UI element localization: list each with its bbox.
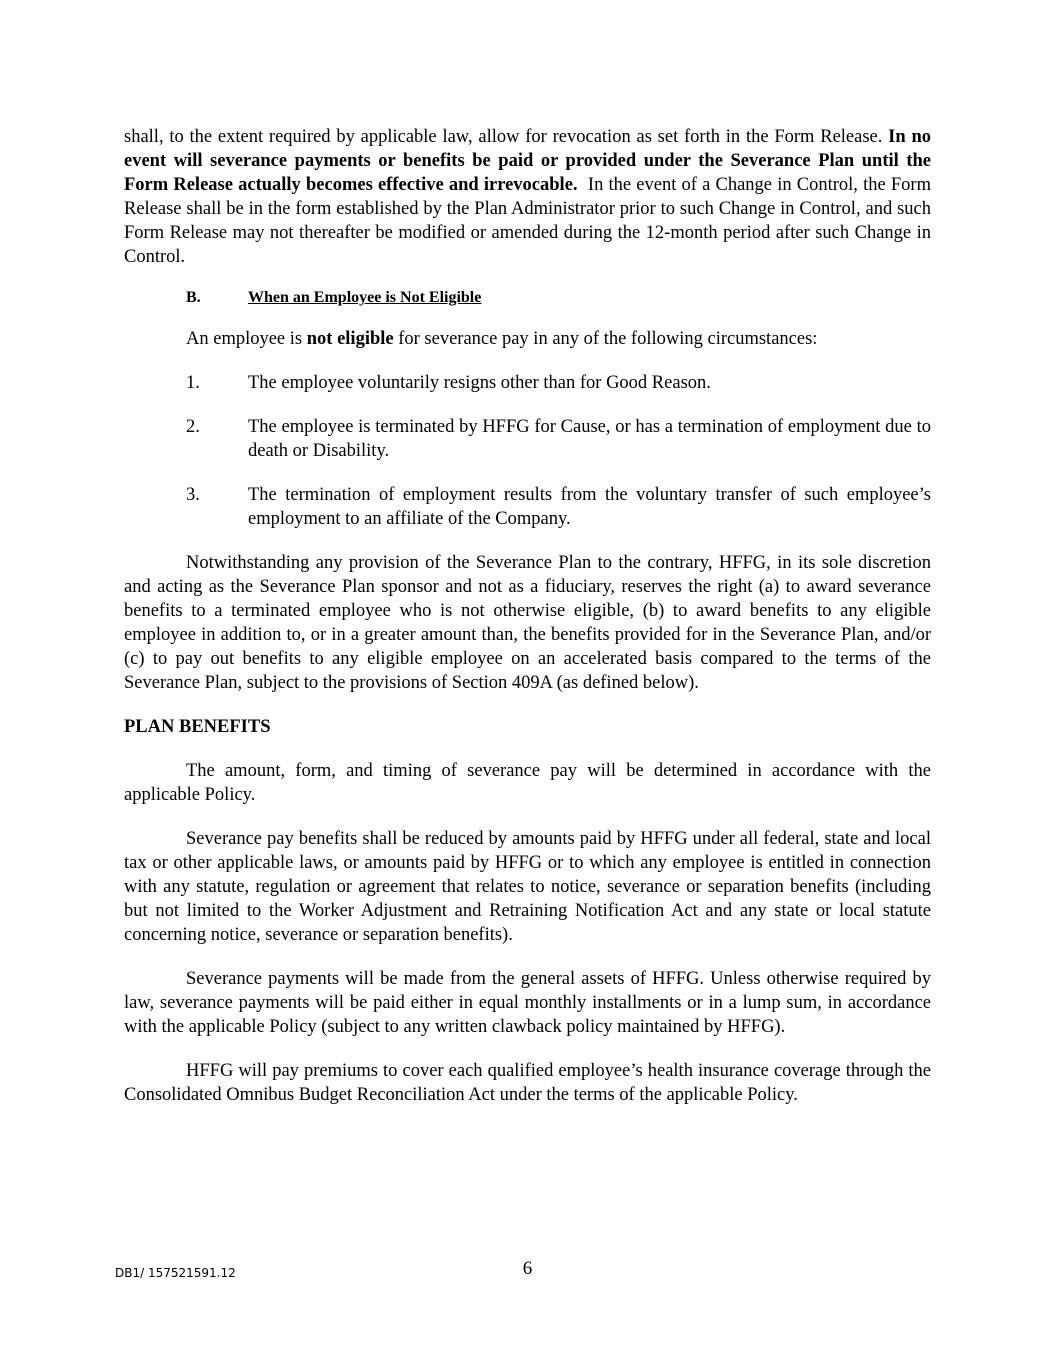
- circumstance-text: The employee voluntarily resigns other than for Good Reason.: [248, 373, 711, 393]
- subsection-b-heading: [124, 289, 931, 307]
- document-page: [124, 125, 931, 1107]
- circumstance-text: The termination of employment results from the voluntary transfer of such employee’s employment to an affiliate of the Company.: [248, 485, 931, 529]
- circumstance-item-3: [124, 483, 931, 531]
- plan-benefits-heading: PLAN BENEFITS: [124, 717, 271, 737]
- footer-document-id: DB1/ 157521591.12: [115, 1266, 236, 1280]
- not-eligible-intro: [124, 327, 931, 351]
- subsection-b-number: B.: [186, 289, 201, 306]
- plan-benefits-paragraph-2: Severance pay benefits shall be reduced by amounts paid by HFFG under all federal, state and local tax or other applicable laws, or amounts paid by HFFG or to which any employee is entitled in connection with any statute, regulation or agreement that relates to notice, severance or separation benefits (including but not limited to the Worker Adjustment and Retraining Notification Act and any state or local statute concerning notice, severance or separation benefits).: [124, 829, 931, 945]
- plan-benefits-paragraph-3: Severance payments will be made from the general assets of HFFG. Unless otherwise required by law, severance payments will be paid either in equal monthly installments or in a lump sum, in accordance with the applicable Policy (subject to any written clawback policy maintained by HFFG).: [124, 969, 931, 1037]
- notwithstanding-paragraph: Notwithstanding any provision of the Severance Plan to the contrary, HFFG, in its sole discretion and acting as the Severance Plan sponsor and not as a fiduciary, reserves the right (a) to award severance benefits to a terminated employee who is not otherwise eligible, (b) to award benefits to any eligible employee in addition to, or in a greater amount than, the benefits provided for in the Severance Plan, and/or (c) to pay out benefits to any eligible employee on an accelerated basis compared to the terms of the Severance Plan, subject to the provisions of Section 409A (as defined below).: [124, 553, 931, 693]
- paragraph-form-release-bold: In no event will severance payments or benefits be paid or provided under the Severance Plan until the Form Release actually becomes effective and irrevocable.: [124, 127, 931, 195]
- circumstance-number: 1.: [186, 373, 200, 393]
- not-eligible-intro-bold: not eligible: [306, 329, 394, 349]
- circumstance-text: The employee is terminated by HFFG for Cause, or has a termination of employment due to death or Disability.: [248, 417, 931, 461]
- page-number: 6: [522, 1258, 533, 1279]
- plan-benefits-paragraph-4: HFFG will pay premiums to cover each qualified employee’s health insurance coverage through the Consolidated Omnibus Budget Reconciliation Act under the terms of the applicable Policy.: [124, 1061, 931, 1105]
- not-eligible-intro-post: for severance pay in any of the following circumstances:: [398, 329, 818, 349]
- subsection-b-title: When an Employee is Not Eligible: [248, 289, 482, 306]
- plan-benefits-paragraph-1: The amount, form, and timing of severance pay will be determined in accordance with the applicable Policy.: [124, 761, 931, 805]
- circumstance-number: 2.: [186, 417, 200, 437]
- paragraph-form-release-rest: In the event of a Change in Control, the Form Release shall be in the form established by the Plan Administrator prior to such Change in Control, and such Form Release may not thereafter be modified or amended during the 12-month period after such Change in Control.: [124, 175, 931, 267]
- not-eligible-intro-pre: An employee is: [186, 329, 303, 349]
- circumstance-item-2: [124, 415, 931, 463]
- circumstance-item-1: [124, 371, 931, 395]
- circumstance-number: 3.: [186, 485, 200, 505]
- paragraph-form-release-lead: shall, to the extent required by applicable law, allow for revocation as set forth in the Form Release.: [124, 127, 883, 147]
- paragraph-form-release: [124, 125, 931, 269]
